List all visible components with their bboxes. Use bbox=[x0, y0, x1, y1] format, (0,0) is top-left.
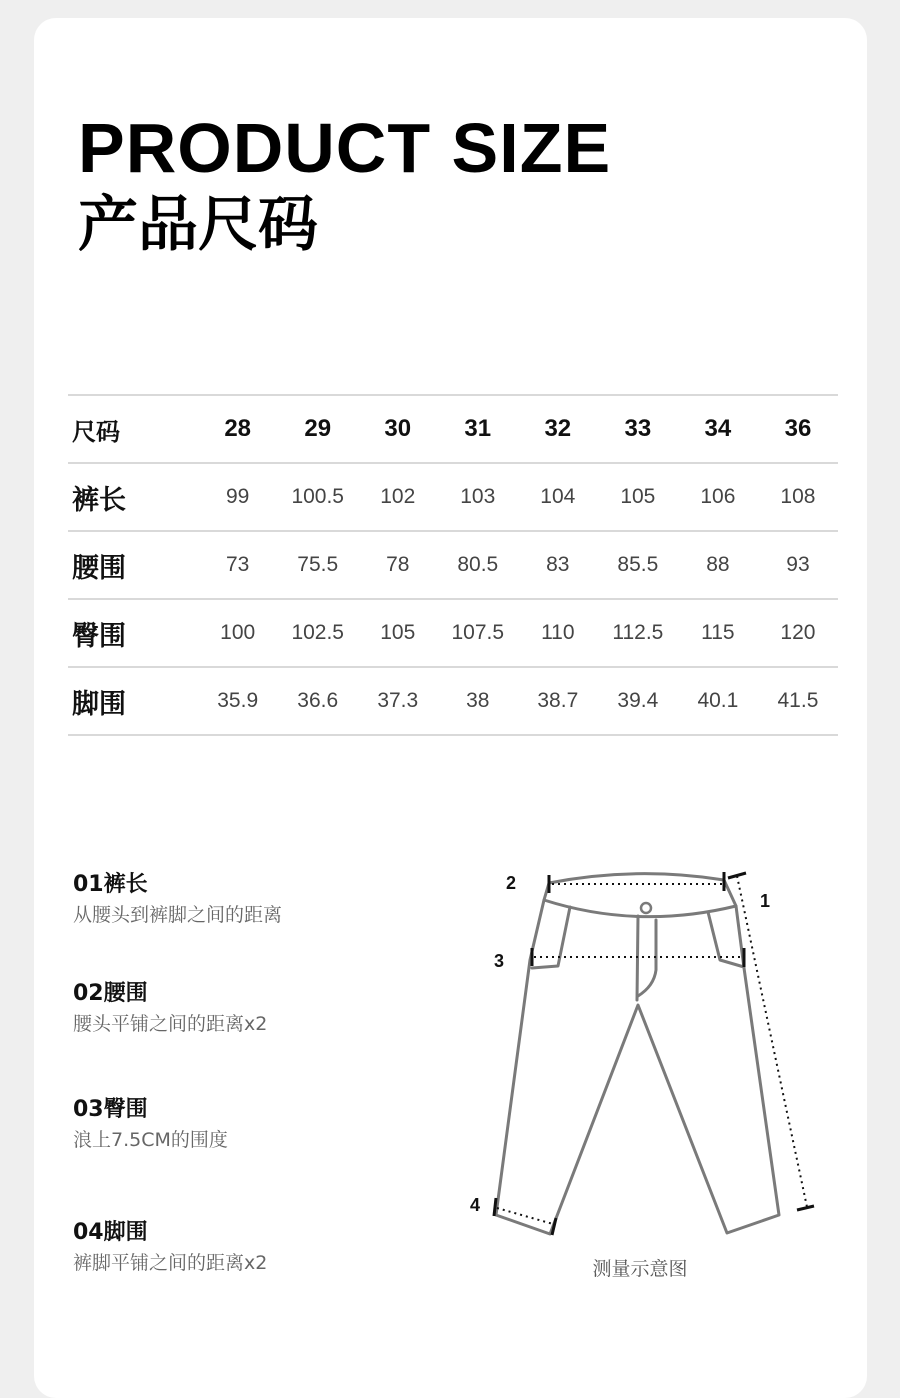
size-header-cell: 31 bbox=[464, 415, 492, 442]
measurement-description: 浪上7.5CM的围度 bbox=[73, 1129, 228, 1151]
row-label: 脚围 bbox=[72, 688, 126, 720]
table-cell: 112.5 bbox=[612, 621, 664, 644]
measurement-description: 裤脚平铺之间的距离x2 bbox=[73, 1252, 268, 1274]
diagram-label-4: 4 bbox=[470, 1195, 481, 1215]
table-row-pants-length bbox=[68, 463, 838, 531]
diagram-label-2: 2 bbox=[506, 873, 517, 893]
diagram-label-1: 1 bbox=[760, 891, 771, 911]
diagram-caption: 测量示意图 bbox=[592, 1258, 688, 1280]
measurement-item-waist bbox=[73, 980, 267, 1038]
table-cell: 38 bbox=[466, 689, 490, 712]
table-cell: 38.7 bbox=[537, 689, 579, 712]
size-header-cell: 32 bbox=[544, 415, 572, 442]
row-label: 裤长 bbox=[72, 484, 126, 516]
size-header-cell: 33 bbox=[624, 415, 652, 442]
table-row-waist bbox=[68, 531, 838, 599]
table-cell: 39.4 bbox=[617, 689, 659, 712]
table-cell: 100 bbox=[220, 621, 256, 644]
table-cell: 102.5 bbox=[291, 621, 344, 644]
measurement-item-leg-opening bbox=[73, 1219, 267, 1277]
size-header-cell: 29 bbox=[304, 415, 332, 442]
table-cell: 105 bbox=[620, 485, 656, 508]
size-header-cell: 34 bbox=[704, 415, 732, 442]
table-cell: 41.5 bbox=[777, 689, 819, 712]
table-cell: 85.5 bbox=[617, 553, 659, 576]
table-row-hip bbox=[68, 599, 838, 667]
size-header-row bbox=[68, 395, 838, 463]
table-cell: 75.5 bbox=[297, 553, 339, 576]
measurement-description: 腰头平铺之间的距离x2 bbox=[73, 1013, 268, 1035]
measurement-title: 02腰围 bbox=[73, 981, 148, 1006]
measurement-title: 04脚围 bbox=[73, 1220, 148, 1245]
measurement-title: 03臀围 bbox=[73, 1097, 148, 1122]
table-cell: 102 bbox=[380, 485, 416, 508]
table-cell: 100.5 bbox=[291, 485, 344, 508]
table-cell: 105 bbox=[380, 621, 416, 644]
table-cell: 88 bbox=[706, 553, 730, 576]
pants-measurement-diagram bbox=[460, 860, 830, 1250]
table-cell: 78 bbox=[386, 553, 410, 576]
table-cell: 35.9 bbox=[217, 689, 259, 712]
measurement-description: 从腰头到裤脚之间的距离 bbox=[73, 904, 283, 926]
table-cell: 110 bbox=[541, 621, 575, 644]
table-cell: 108 bbox=[780, 485, 816, 508]
diagram-label-3: 3 bbox=[494, 951, 505, 971]
table-cell: 115 bbox=[701, 621, 735, 644]
table-cell: 83 bbox=[546, 553, 570, 576]
table-cell: 99 bbox=[226, 485, 250, 508]
table-cell: 104 bbox=[540, 485, 576, 508]
table-cell: 93 bbox=[786, 553, 810, 576]
page-title-chinese: 产品尺码 bbox=[78, 190, 318, 260]
table-cell: 103 bbox=[460, 485, 496, 508]
measurement-item-hip bbox=[73, 1096, 228, 1154]
measurement-guides bbox=[494, 872, 814, 1235]
size-header-label: 尺码 bbox=[72, 417, 120, 446]
size-header-cell: 30 bbox=[384, 415, 412, 442]
table-cell: 80.5 bbox=[457, 553, 499, 576]
table-cell: 106 bbox=[700, 485, 736, 508]
table-row-leg-opening bbox=[68, 667, 838, 735]
table-cell: 40.1 bbox=[697, 689, 739, 712]
table-cell: 36.6 bbox=[297, 689, 339, 712]
measurement-title: 01裤长 bbox=[73, 872, 148, 897]
size-table bbox=[68, 394, 838, 736]
row-label: 臀围 bbox=[72, 620, 126, 652]
pants-outline-illustration bbox=[496, 874, 779, 1234]
table-cell: 37.3 bbox=[377, 689, 419, 712]
row-label: 腰围 bbox=[72, 552, 126, 584]
measurement-item-length bbox=[73, 871, 282, 929]
size-header-cell: 28 bbox=[224, 415, 252, 442]
page-title-english: PRODUCT SIZE bbox=[78, 109, 612, 187]
table-cell: 73 bbox=[226, 553, 250, 576]
table-cell: 120 bbox=[780, 621, 816, 644]
size-header-cell: 36 bbox=[784, 415, 812, 442]
table-cell: 107.5 bbox=[451, 621, 505, 644]
